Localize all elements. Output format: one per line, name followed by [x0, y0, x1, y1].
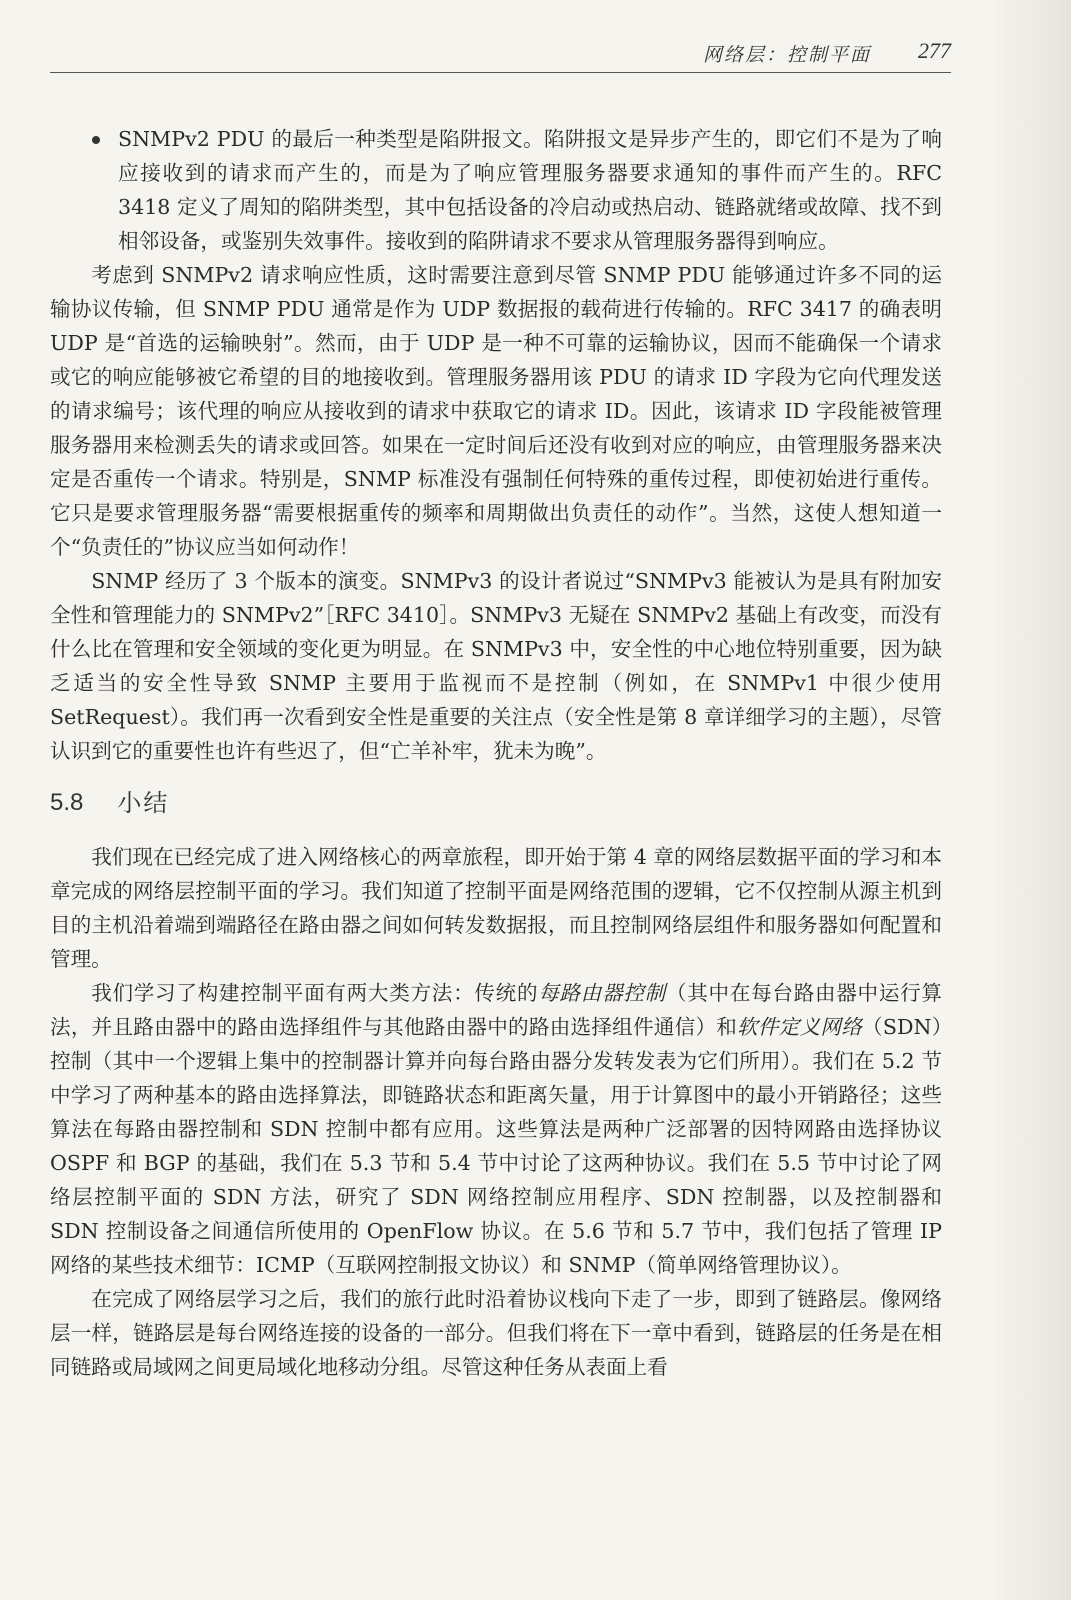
- paragraph-snmpv3: SNMP 经历了 3 个版本的演变。SNMPv3 的设计者说过“SNMPv3 能被认为是具有附加安全性和管理能力的 SNMPv2”［RFC 3410］。SNMPv3 无疑在 SNMPv2 基础上有改变，而没有什么比在管理和安全领域的变化更为明显。在 SNMPv3 中，安全性的中心地位特别重要，因为缺乏适当的安全性导致 SNMP 主要用于监视而不是控制（例如，在 SNMPv1 中很少使用 SetRequest）。我们再一次看到安全性是重要的关注点（安全性是第 8 章详细学习的主题），尽管认识到它的重要性也许有些迟了，但“亡羊补牢，犹未为晚”。: [50, 569, 942, 763]
- page-edge-shadow: [991, 0, 1071, 1600]
- paragraph-text-part: 我们学习了构建控制平面有两大类方法：传统的: [91, 981, 539, 1005]
- paragraph-link-layer: 在完成了网络层学习之后，我们的旅行此时沿着协议栈向下走了一步，即到了链路层。像网络层一样，链路层是每台网络连接的设备的一部分。但我们将在下一章中看到，链路层的任务是在相同链路或局域网之间更局域化地移动分组。尽管这种任务从表面上看: [50, 1287, 942, 1379]
- emphasis-per-router-control: 每路由器控制: [538, 981, 666, 1005]
- header-title: 网络层：控制平面: [702, 44, 871, 66]
- bullet-text: SNMPv2 PDU 的最后一种类型是陷阱报文。陷阱报文是异步产生的，即它们不是为了响应接收到的请求而产生的，而是为了响应管理服务器要求通知的事件而产生的。RFC 3418 定义了周知的陷阱类型，其中包括设备的冷启动或热启动、链路就绪或故障、找不到相邻设备，或鉴别失效事件。接收到的陷阱请求不要求从管理服务器得到响应。: [118, 127, 942, 253]
- section-number: 5.8: [50, 789, 84, 816]
- section-heading: [50, 782, 942, 824]
- running-header: [50, 38, 951, 73]
- section-title: 小结: [117, 789, 170, 817]
- paragraph-text-part: （其中在每台路由器中运行算法，并且路由器中的路由选择组件与其他路由器中的路由选择组件通信）和: [50, 981, 943, 1039]
- bullet-item: [50, 122, 942, 258]
- page-number: 277: [918, 38, 951, 63]
- paragraph-control-plane-approaches: [50, 976, 942, 1282]
- paragraph-summary-intro: 我们现在已经完成了进入网络核心的两章旅程，即开始于第 4 章的网络层数据平面的学习和本章完成的网络层控制平面的学习。我们知道了控制平面是网络范围的逻辑，它不仅控制从源主机到目的主机沿着端到端路径在路由器之间如何转发数据报，而且控制网络层组件和服务器如何配置和管理。: [50, 845, 942, 971]
- bullet-dot-icon: [92, 136, 100, 144]
- emphasis-sdn: 软件定义网络: [737, 1015, 863, 1039]
- body-text: [50, 122, 942, 1384]
- paragraph-text-part: （SDN）控制（其中一个逻辑上集中的控制器计算并向每台路由器分发转发表为它们所用）。我们在 5.2 节中学习了两种基本的路由选择算法，即链路状态和距离矢量，用于计算图中的最小开销路径；这些算法在每路由器控制和 SDN 控制中都有应用。这些算法是两种广泛部署的因特网路由选择协议 OSPF 和 BGP 的基础，我们在 5.3 节和 5.4 节中讨论了这两种协议。我们在 5.5 节中讨论了网络层控制平面的 SDN 方法，研究了 SDN 网络控制应用程序、SDN 控制器，以及控制器和 SDN 控制设备之间通信所使用的 OpenFlow 协议。在 5.6 节和 5.7 节中，我们包括了管理 IP 网络的某些技术细节：ICMP（互联网控制报文协议）和 SNMP（简单网络管理协议）。: [50, 1015, 943, 1277]
- paragraph-snmp-transport: 考虑到 SNMPv2 请求响应性质，这时需要注意到尽管 SNMP PDU 能够通过许多不同的运输协议传输，但 SNMP PDU 通常是作为 UDP 数据报的载荷进行传输的。RFC 3417 的确表明 UDP 是“首选的运输映射”。然而，由于 UDP 是一种不可靠的运输协议，因而不能确保一个请求或它的响应能够被它希望的目的地接收到。管理服务器用该 PDU 的请求 ID 字段为它向代理发送的请求编号；该代理的响应从接收到的请求中获取它的请求 ID。因此，该请求 ID 字段能被管理服务器用来检测丢失的请求或回答。如果在一定时间后还没有收到对应的响应，由管理服务器来决定是否重传一个请求。特别是，SNMP 标准没有强制任何特殊的重传过程，即使初始进行重传。它只是要求管理服务器“需要根据重传的频率和周期做出负责任的动作”。当然，这使人想知道一个“负责任的”协议应当如何动作！: [50, 263, 942, 559]
